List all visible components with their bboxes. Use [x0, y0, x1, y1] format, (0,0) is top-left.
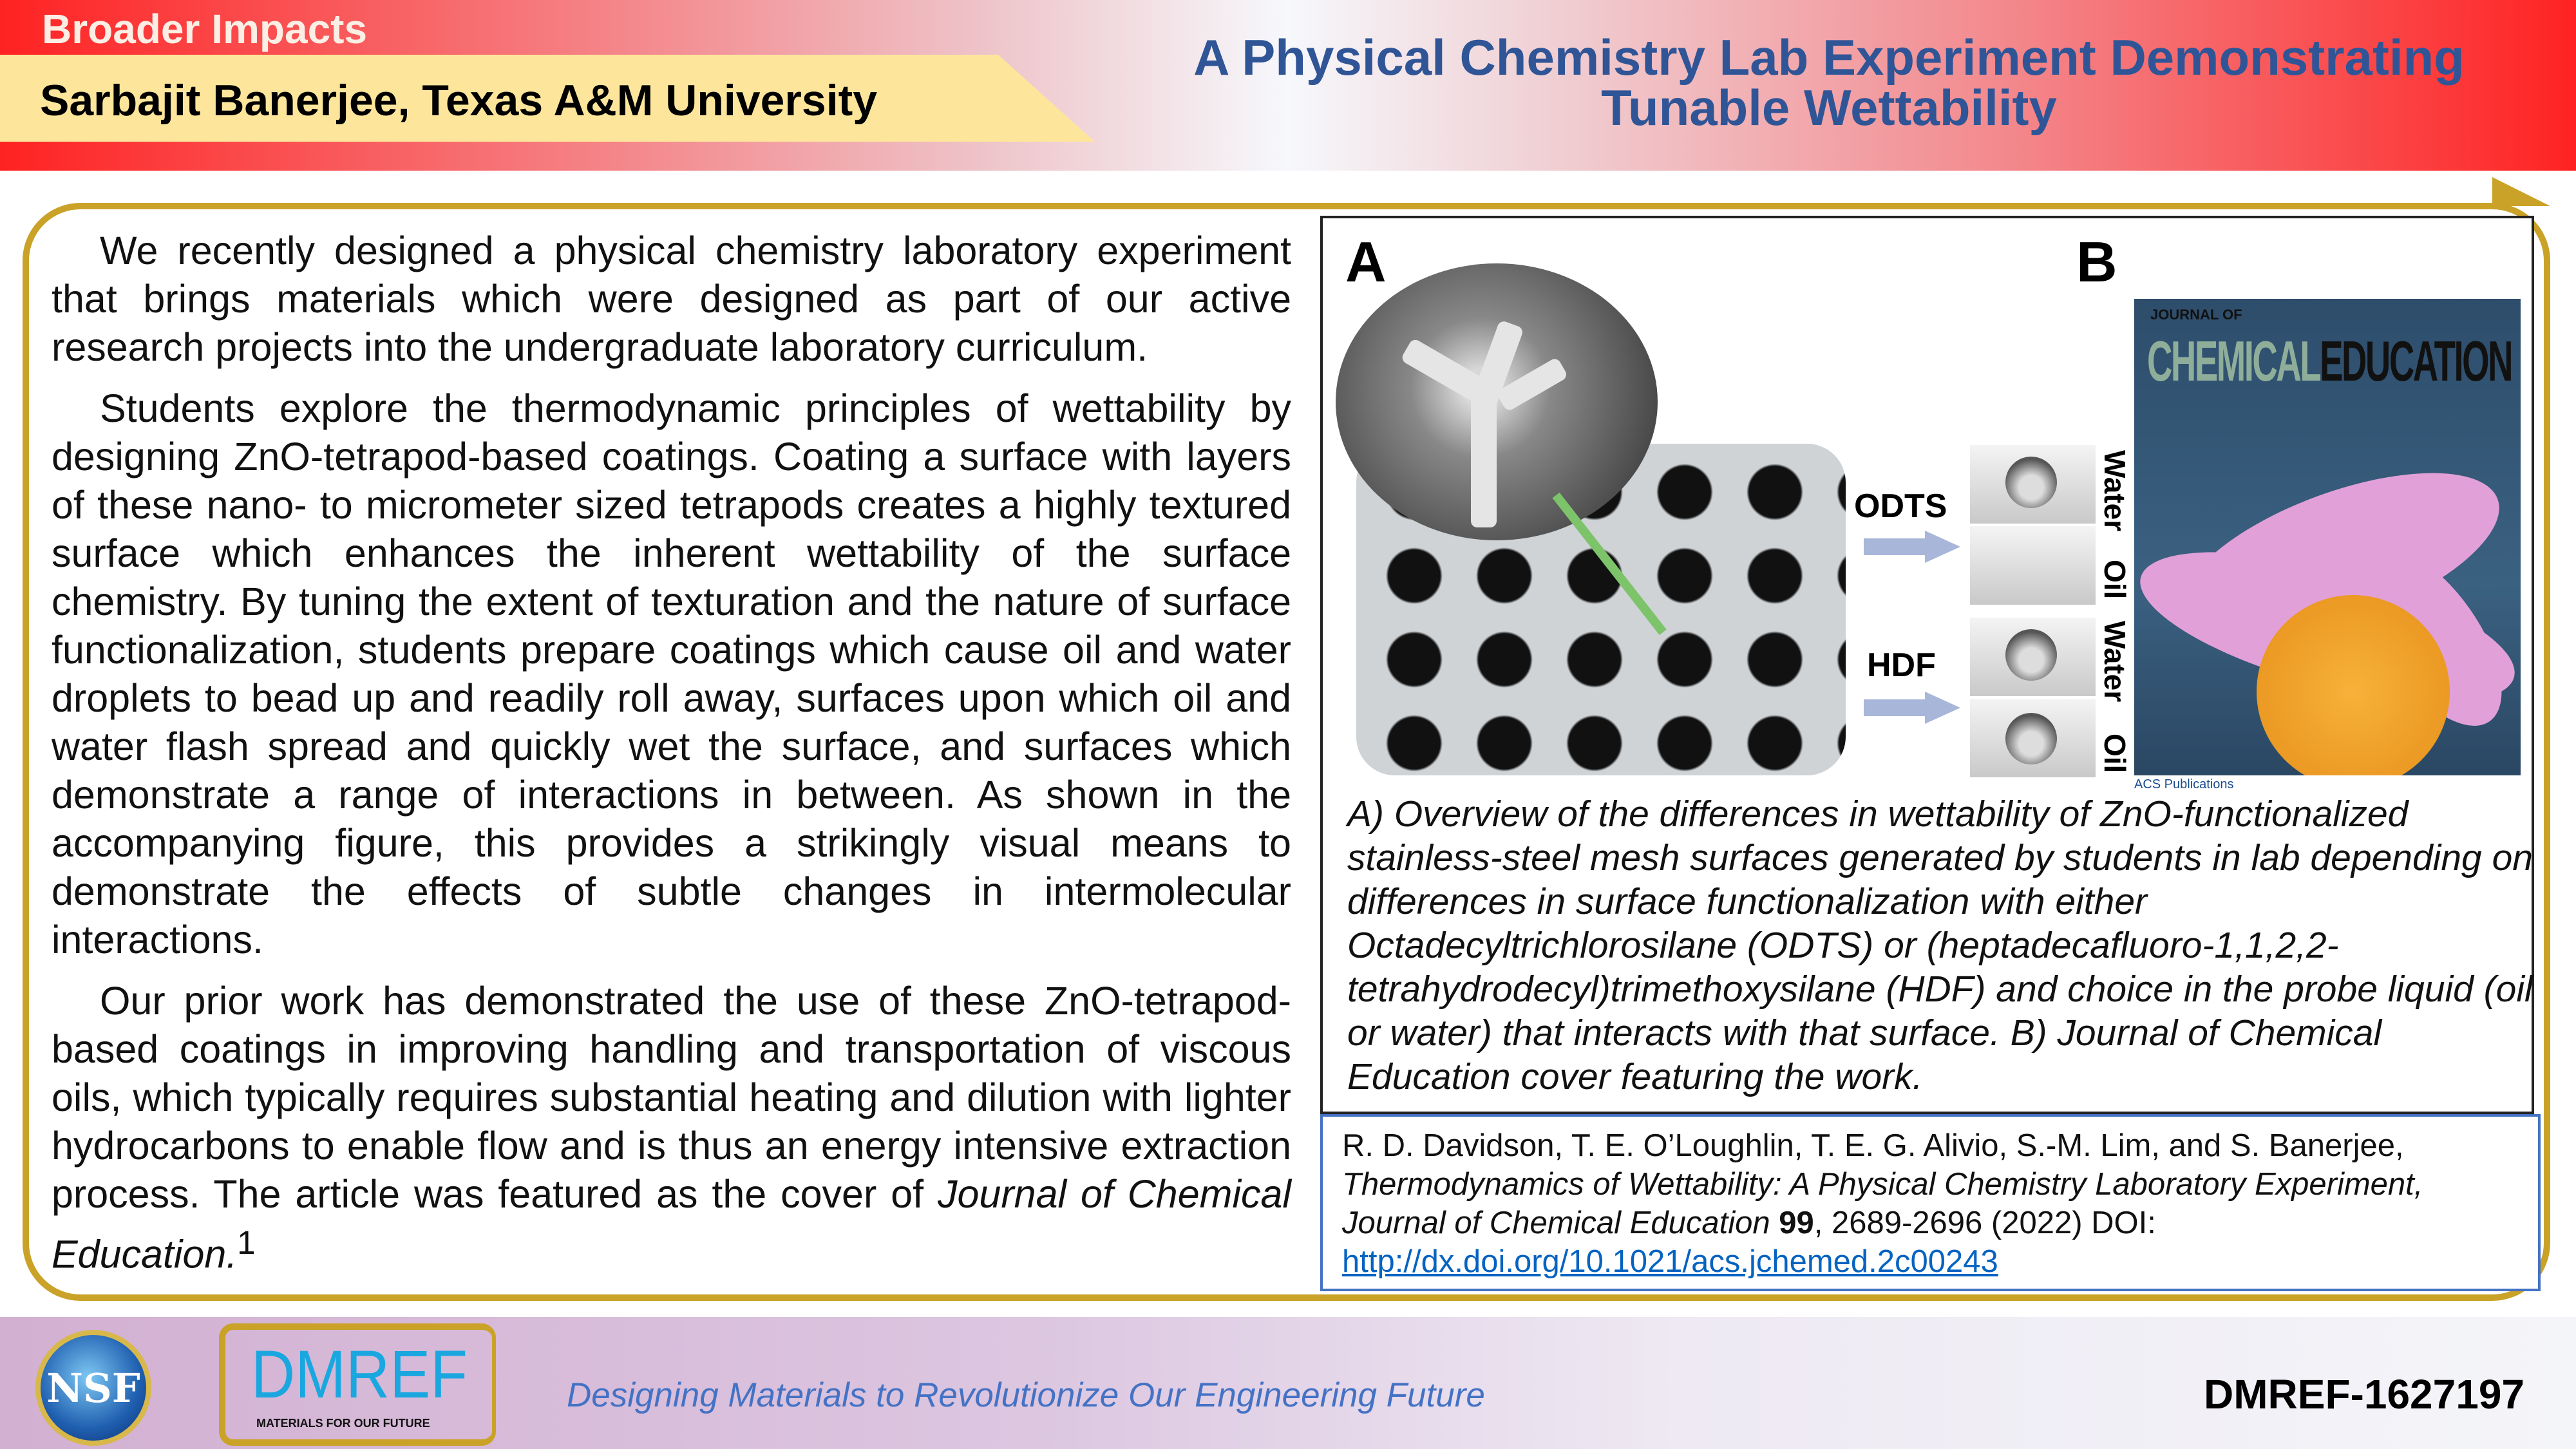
droplet-hdf-oil	[1970, 699, 2096, 777]
droplet-hdf-water	[1970, 618, 2096, 696]
cover-journal-of: JOURNAL OF	[2150, 307, 2242, 323]
reference-title: Thermodynamics of Wettability: A Physical Chemistry Laboratory Experiment,	[1342, 1167, 2423, 1202]
author-affiliation: Sarbajit Banerjee, Texas A&M University	[40, 76, 878, 125]
dmref-logo: DMREF MATERIALS FOR OUR FUTURE	[219, 1323, 496, 1446]
droplet-odts-oil	[1970, 526, 2096, 605]
paragraph-2: Students explore the thermodynamic principles of wettability by designing ZnO-tetrapod-based coatings. Coating a surface with layers of these nano- to micrometer sized tetrapods creates a highly textured surface which enhances the inherent wettability of the surface chemistry. By tuning the extent of texturation and the nature of surface functionalization, students prepare coatings which cause oil and water droplets to bead up and readily roll away, surfaces upon which oil and water flash spread and quickly wet the surface, and surfaces which demonstrate a range of interactions in between. As shown in the accompanying figure, this provides a strikingly visual means to demonstrate the effects of subtle changes in intermolecular interactions.	[52, 386, 1291, 961]
journal-cover-image	[2134, 299, 2521, 775]
slogan: Designing Materials to Revolutionize Our Engineering Future	[567, 1376, 1485, 1414]
body-text	[52, 227, 1291, 1291]
zno-inset-image	[2257, 595, 2450, 775]
hdf-label: HDF	[1867, 647, 1936, 684]
paragraph-1: We recently designed a physical chemistry laboratory experiment that brings materials which were designed as part of our active research projects into the undergraduate laboratory curriculum.	[52, 229, 1291, 369]
paragraph-3	[52, 977, 1291, 1278]
section-label: Broader Impacts	[42, 6, 368, 52]
figure-caption: A) Overview of the differences in wettability of ZnO-functionalized stainless-steel mesh surfaces generated by students in lab depending on differences in surface functionalization with either Octadecyltrichlorosilane (ODTS) or (heptadecafluoro-1,1,2,2-tetrahydrodecyl)trimethoxysilane (HDF) and choice in the probe liquid (oil or water) that interacts with that surface. B) Journal of Chemical Education cover featuring the work.	[1347, 793, 2533, 1097]
footnote-mark: 1	[237, 1224, 256, 1261]
liquid-label-oil: Oil	[2098, 560, 2132, 600]
liquid-label-oil: Oil	[2098, 734, 2132, 773]
footer	[0, 1317, 2576, 1449]
liquid-label-water: Water	[2098, 450, 2132, 532]
frame-arrow-icon	[2492, 177, 2550, 206]
tetrapod-sem-image	[1336, 263, 1658, 540]
header-banner	[0, 0, 2576, 171]
reference-citation: Journal of Chemical Education 99, 2689-2696 (2022) DOI:	[1342, 1206, 2156, 1240]
panel-label-a: A	[1345, 230, 1387, 294]
page-title: A Physical Chemistry Lab Experiment Demonstrating Tunable Wettability	[1193, 29, 2465, 136]
doi-link[interactable]: http://dx.doi.org/10.1021/acs.jchemed.2c00243	[1342, 1244, 1998, 1279]
hdf-arrow-icon	[1864, 692, 1960, 724]
odts-label: ODTS	[1854, 488, 1947, 525]
reference-authors: R. D. Davidson, T. E. O’Loughlin, T. E. G. Alivio, S.-M. Lim, and S. Banerjee,	[1342, 1128, 2404, 1163]
droplet-odts-water	[1970, 445, 2096, 524]
journal-name: Journal of Chemical Education.	[52, 1172, 1291, 1276]
panel-label-b: B	[2076, 230, 2117, 294]
reference-box	[1320, 1114, 2541, 1291]
liquid-label-water: Water	[2098, 621, 2132, 703]
odts-arrow-icon	[1864, 531, 1960, 563]
acs-publications-logo: ACS Publications	[2134, 777, 2234, 791]
cover-masthead: CHEMICALEDUCATION	[2147, 329, 2512, 393]
paragraph-3-text: Our prior work has demonstrated the use of these ZnO-tetrapod-based coatings in improving handling and transportation of viscous oils, which typically requires substantial heating and dilution with lighter hydrocarbons to enable flow and is thus an energy intensive extraction process. The article was featured as the cover of	[52, 979, 1291, 1216]
award-number: DMREF-1627197	[2204, 1371, 2524, 1417]
nsf-logo: NSF	[35, 1330, 151, 1446]
